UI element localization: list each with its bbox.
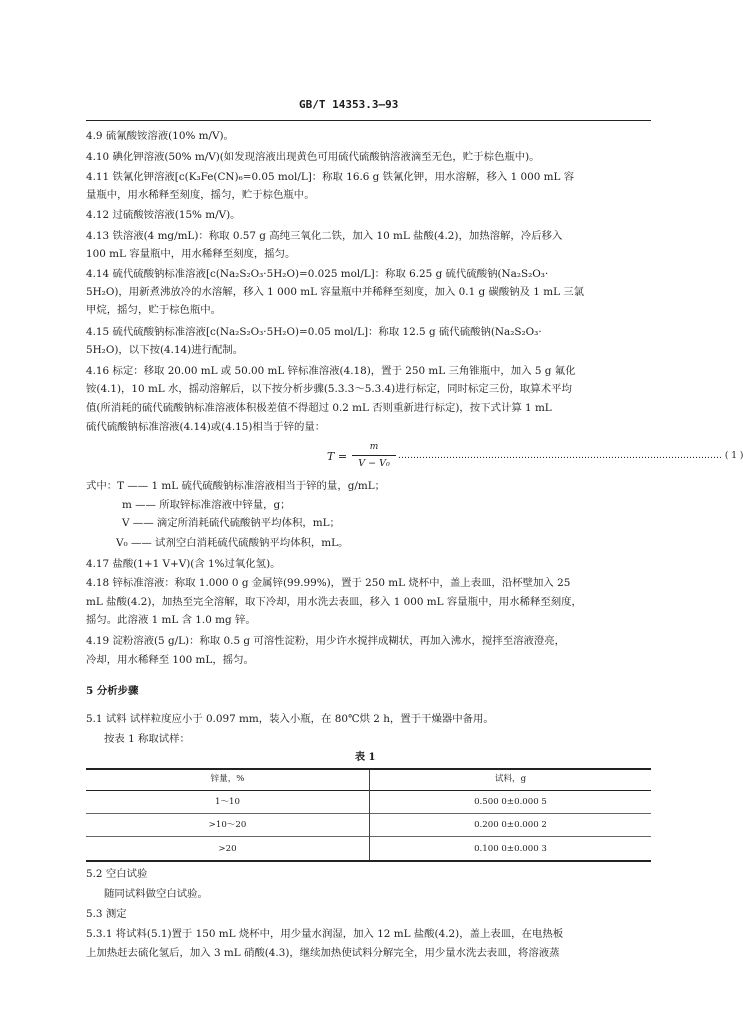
where-V: V —— 滴定所消耗硫代硫酸钠平均体积，mL； <box>122 517 340 529</box>
table-1-title: 表 1 <box>355 752 376 763</box>
clause-4-16-line4: 硫代硫酸钠标准溶液(4.14)或(4.15)相当于锌的量： <box>86 421 326 433</box>
clause-4-19-line2: 冷却，用水稀释至 100 mL，摇匀。 <box>86 654 254 666</box>
table-cell-sample: 0.200 0±0.000 2 <box>474 820 547 830</box>
clause-4-11-line1: 4.11 铁氰化钾溶液[c(K₃Fe(CN)₆=0.05 mol/L]：称取 16.6 g 铁氰化钾，用水溶解，移入 1 000 mL 容 <box>86 171 575 183</box>
clause-5-1-line1: 5.1 试料 试样粒度应小于 0.097 mm，装入小瓶，在 80℃烘 2 h，置于干燥器中备用。 <box>86 713 494 725</box>
page-header: GB/T 14353.3—93 <box>299 98 399 111</box>
formula-fraction-bar <box>352 455 396 456</box>
table-cell-sample: 0.100 0±0.000 3 <box>474 844 547 854</box>
table-bottom-rule <box>86 860 651 862</box>
table-cell-zinc: >10～20 <box>208 820 247 830</box>
clause-5-2-text: 随同试料做空白试验。 <box>104 888 208 900</box>
formula-number: ……………………………………………………………………………………………… ( 1 ) <box>398 451 743 461</box>
clause-4-13-line1: 4.13 铁溶液(4 mg/mL)：称取 0.57 g 高纯三氧化二铁，加入 10 mL 盐酸(4.2)，加热溶解，冷后移入 <box>86 230 563 242</box>
clause-5-2-heading: 5.2 空白试验 <box>86 868 148 880</box>
clause-4-11-line2: 量瓶中，用水稀释至刻度，摇匀，贮于棕色瓶中。 <box>86 189 315 201</box>
clause-4-16-line1: 4.16 标定：移取 20.00 mL 或 50.00 mL 锌标准溶液(4.18)，置于 250 mL 三角锥瓶中，加入 5 g 氟化 <box>86 365 576 377</box>
clause-4-10: 4.10 碘化钾溶液(50% m/V)(如发现溶液出现黄色可用硫代硫酸钠溶液滴至无色，贮于棕色瓶中)。 <box>86 151 540 163</box>
clause-4-13-line2: 100 mL 容量瓶中，用水稀释至刻度，摇匀。 <box>86 248 296 260</box>
where-T: 式中：T —— 1 mL 硫代硫酸钠标准溶液相当于锌的量，g/mL； <box>86 480 386 492</box>
table-cell-sample: 0.500 0±0.000 5 <box>474 797 547 807</box>
clause-4-16-line2: 铵(4.1)，10 mL 水，摇动溶解后，以下按分析步骤(5.3.3～5.3.4)进行标定，同时标定三份，取算术平均 <box>86 383 572 395</box>
clause-4-14-line3: 甲烷，摇匀，贮于棕色瓶中。 <box>86 304 222 316</box>
clause-4-15-line1: 4.15 硫代硫酸钠标准溶液[c(Na₂S₂O₃·5H₂O)=0.05 mol/L]：称取 12.5 g 硫代硫酸钠(Na₂S₂O₃· <box>86 326 542 338</box>
clause-4-18-line3: 摇匀。此溶液 1 mL 含 1.0 mg 锌。 <box>86 614 256 626</box>
clause-5-3-1-line2: 上加热赶去硫化氢后，加入 3 mL 硝酸(4.3)，继续加热使试料分解完全，用少量水洗去表皿，将溶液蒸 <box>86 947 560 959</box>
clause-4-16-line3: 值(所消耗的硫代硫酸钠标准溶液体积极差值不得超过 0.2 mL 否则重新进行标定)，按下式计算 1 mL <box>86 402 552 414</box>
clause-4-15-line2: 5H₂O)，以下按(4.14)进行配制。 <box>86 344 244 356</box>
clause-4-19-line1: 4.19 淀粉溶液(5 g/L)：称取 0.5 g 可溶性淀粉，用少许水搅拌成糊状，再加入沸水，搅拌至溶液澄亮， <box>86 635 566 647</box>
table-cell-zinc: >20 <box>218 844 237 854</box>
formula-denominator: V − V₀ <box>358 458 390 469</box>
clause-4-17: 4.17 盐酸(1+1 V+V)(含 1%过氧化氢)。 <box>86 558 281 570</box>
clause-5-1-line2: 按表 1 称取试样： <box>104 733 190 745</box>
clause-5-3-1-line1: 5.3.1 将试料(5.1)置于 150 mL 烧杯中，用少量水润湿，加入 12 mL 盐酸(4.2)，盖上表皿，在电热板 <box>86 928 564 940</box>
header-rule <box>86 120 651 121</box>
clause-4-12: 4.12 过硫酸铵溶液(15% m/V)。 <box>86 209 241 221</box>
clause-4-18-line1: 4.18 锌标准溶液：称取 1.000 0 g 金属锌(99.99%)，置于 250 mL 烧杯中，盖上表皿，沿杯壁加入 25 <box>86 577 571 589</box>
formula-lhs: T = <box>327 450 348 463</box>
where-m: m —— 所取锌标准溶液中锌量，g； <box>122 499 291 511</box>
clause-4-18-line2: mL 盐酸(4.2)，加热至完全溶解，取下冷却，用水洗去表皿，移入 1 000 mL 容量瓶中，用水稀释至刻度， <box>86 596 582 608</box>
section-5-heading: 5 分析步骤 <box>86 685 139 697</box>
table-cell-zinc: 1～10 <box>215 797 240 807</box>
formula-numerator: m <box>369 442 379 452</box>
clause-4-9: 4.9 硫氰酸铵溶液(10% m/V)。 <box>86 130 234 142</box>
table-header-sample: 试料，g <box>494 774 527 784</box>
clause-4-14-line2: 5H₂O)，用新煮沸放冷的水溶解，移入 1 000 mL 容量瓶中并稀释至刻度，加入 0.1 g 碳酸钠及 1 mL 三氯 <box>86 286 585 298</box>
clause-4-14-line1: 4.14 硫代硫酸钠标准溶液[c(Na₂S₂O₃·5H₂O)=0.025 mol/L]：称取 6.25 g 硫代硫酸钠(Na₂S₂O₃· <box>86 268 549 280</box>
where-V0: V₀ —— 试剂空白消耗硫代硫酸钠平均体积，mL。 <box>116 537 349 549</box>
table-header-zinc: 锌量，% <box>210 774 245 784</box>
clause-5-3-heading: 5.3 测定 <box>86 908 127 920</box>
table-1 <box>86 768 651 862</box>
